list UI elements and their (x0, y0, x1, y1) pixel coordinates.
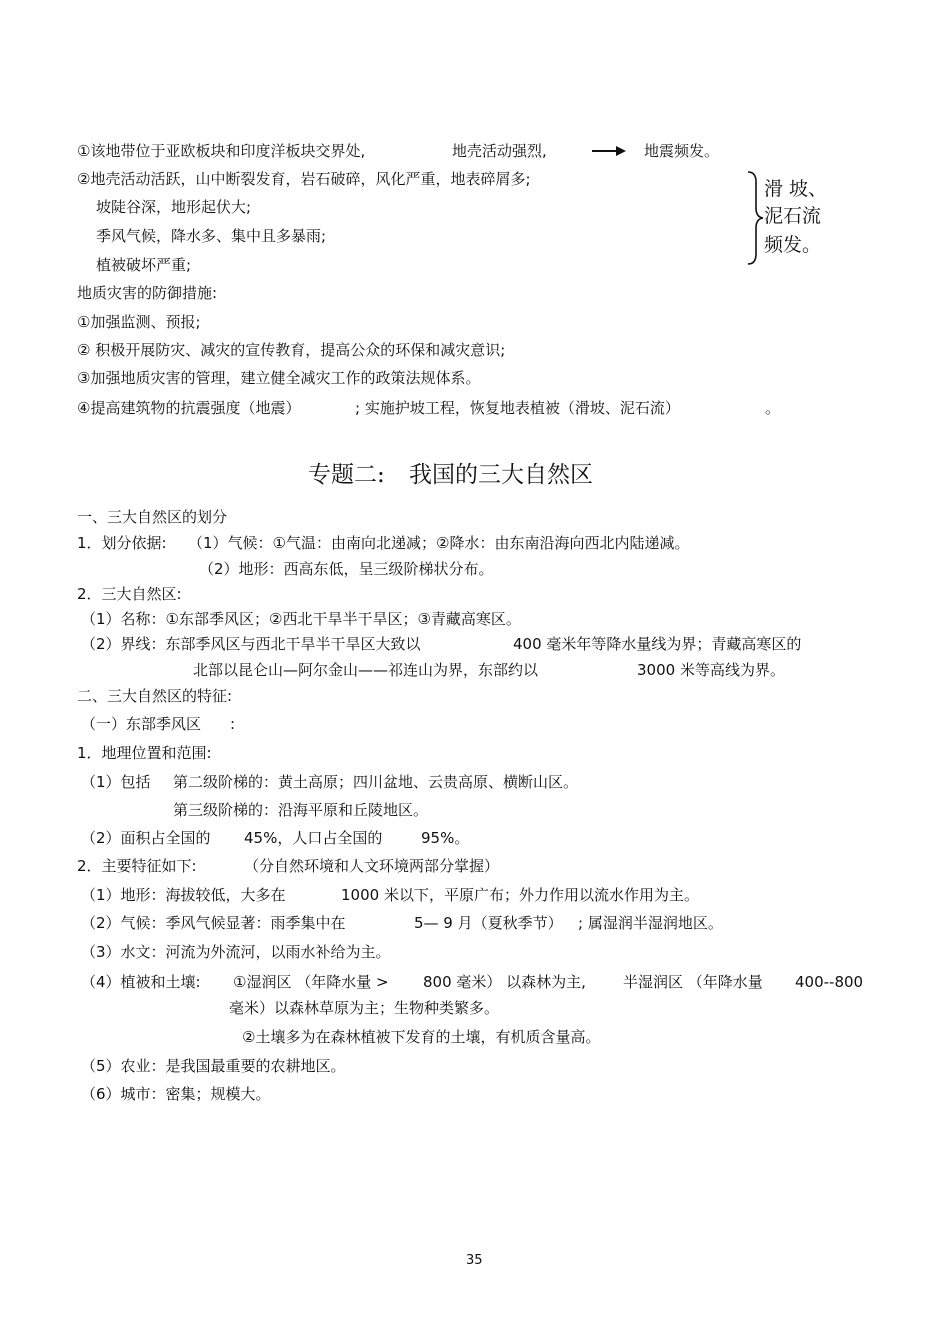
line-climate-b: 5— 9 月（夏秋季节） (414, 914, 563, 932)
line-area-c: 95%。 (421, 829, 470, 847)
line-basis-climate: （1）气候：①气温：由南向北递减；②降水：由东南沿海向西北内陆递减。 (188, 534, 690, 552)
cause-line-1b: 地壳活动强烈, (452, 142, 547, 160)
measures-heading: 地质灾害的防御措施: (77, 284, 218, 302)
page-number: 35 (466, 1253, 483, 1268)
line-agriculture: （5）农业：是我国最重要的农耕地区。 (81, 1057, 346, 1075)
cause2-line-1: ②地壳活动活跃，山中断裂发育，岩石破碎，风化严重，地表碎屑多; (77, 170, 531, 188)
line-includes-second-step: 第二级阶梯的：黄土高原；四川盆地、云贵高原、横断山区。 (173, 773, 579, 791)
line-soil: ②土壤多为在森林植被下发育的土壤，有机质含量高。 (242, 1028, 601, 1046)
cause-result: 地震频发。 (644, 142, 720, 160)
line-vegetation-range: 400--800 (795, 973, 864, 991)
line-location: 1．地理位置和范围: (77, 744, 212, 762)
measure-4b: ; 实施护坡工程，恢复地表植被（滑坡、泥石流） (355, 399, 680, 417)
line-area-b: 45%，人口占全国的 (244, 829, 383, 847)
topic-title: 我国的三大自然区 (409, 462, 593, 488)
line-climate-c: ; 属湿润半湿润地区。 (578, 914, 723, 932)
arrow-right-icon (592, 144, 628, 158)
measure-1: ①加强监测、预报; (77, 313, 201, 331)
line-basis-terrain: （2）地形：西高东低，呈三级阶梯状分布。 (199, 560, 494, 578)
brace-text-2: 泥石流 (764, 205, 822, 227)
line-includes-third-step: 第三级阶梯的：沿海平原和丘陵地区。 (173, 801, 429, 819)
line-includes-label: （1）包括 (81, 773, 151, 791)
line-vegetation-label: （4）植被和土壤: (81, 973, 201, 991)
measure-3: ③加强地质灾害的管理，建立健全减灾工作的政策法规体系。 (77, 369, 481, 387)
line-vegetation-semi: 半湿润区 （年降水量 (623, 973, 763, 991)
line-vegetation-cont: 毫米）以森林草原为主；生物种类繁多。 (229, 999, 500, 1017)
topic-title-prefix: 专题二: (308, 462, 385, 488)
heading-features: 二、三大自然区的特征: (77, 687, 233, 705)
line-boundary-d: 3000 米等高线为界。 (637, 661, 785, 679)
line-cities: （6）城市：密集；规模大。 (81, 1085, 271, 1103)
line-boundary-a: （2）界线：东部季风区与西北干旱半干旱区大致以 (81, 635, 421, 653)
line-terrain-a: （1）地形：海拔较低，大多在 (81, 886, 286, 904)
brace-text-3: 频发。 (764, 234, 822, 256)
heading-east-monsoon-colon: : (230, 715, 236, 733)
measure-4a: ④提高建筑物的抗震强度（地震） (77, 399, 301, 417)
cause-line-1a: ①该地带位于亚欧板块和印度洋板块交界处, (77, 142, 366, 160)
heading-division: 一、三大自然区的划分 (77, 508, 228, 526)
line-names: （1）名称：①东部季风区；②西北干旱半干旱区；③青藏高寒区。 (81, 610, 521, 628)
cause2-line-2: 坡陡谷深，地形起伏大; (96, 198, 252, 216)
line-boundary-b: 400 毫米年等降水量线为界；青藏高寒区的 (513, 635, 802, 653)
line-boundary-c: 北部以昆仑山—阿尔金山——祁连山为界，东部约以 (193, 661, 539, 679)
line-vegetation-humid: ①湿润区 （年降水量 > (233, 973, 389, 991)
measure-4c: 。 (765, 399, 781, 417)
line-main-features-note: （分自然环境和人文环境两部分掌握） (244, 857, 500, 875)
brace-text-1: 滑 坡、 (764, 178, 828, 200)
right-brace-icon (744, 170, 764, 266)
line-area-a: （2）面积占全国的 (81, 829, 211, 847)
line-main-features: 2．主要特征如下: (77, 857, 197, 875)
cause2-line-3: 季风气候，降水多、集中且多暴雨; (96, 227, 327, 245)
line-hydrology: （3）水文：河流为外流河，以雨水补给为主。 (81, 943, 391, 961)
measure-2: ② 积极开展防灾、减灾的宣传教育，提高公众的环保和减灾意识; (77, 341, 506, 359)
line-vegetation-humid-b: 800 毫米） 以森林为主, (423, 973, 586, 991)
line-basis-label: 1．划分依据: (77, 534, 167, 552)
line-three-regions: 2．三大自然区: (77, 585, 182, 603)
line-terrain-b: 1000 米以下，平原广布；外力作用以流水作用为主。 (341, 886, 699, 904)
heading-east-monsoon: （一）东部季风区 (81, 715, 202, 733)
cause2-line-4: 植被破坏严重; (96, 256, 192, 274)
line-climate-a: （2）气候：季风气候显著：雨季集中在 (81, 914, 346, 932)
